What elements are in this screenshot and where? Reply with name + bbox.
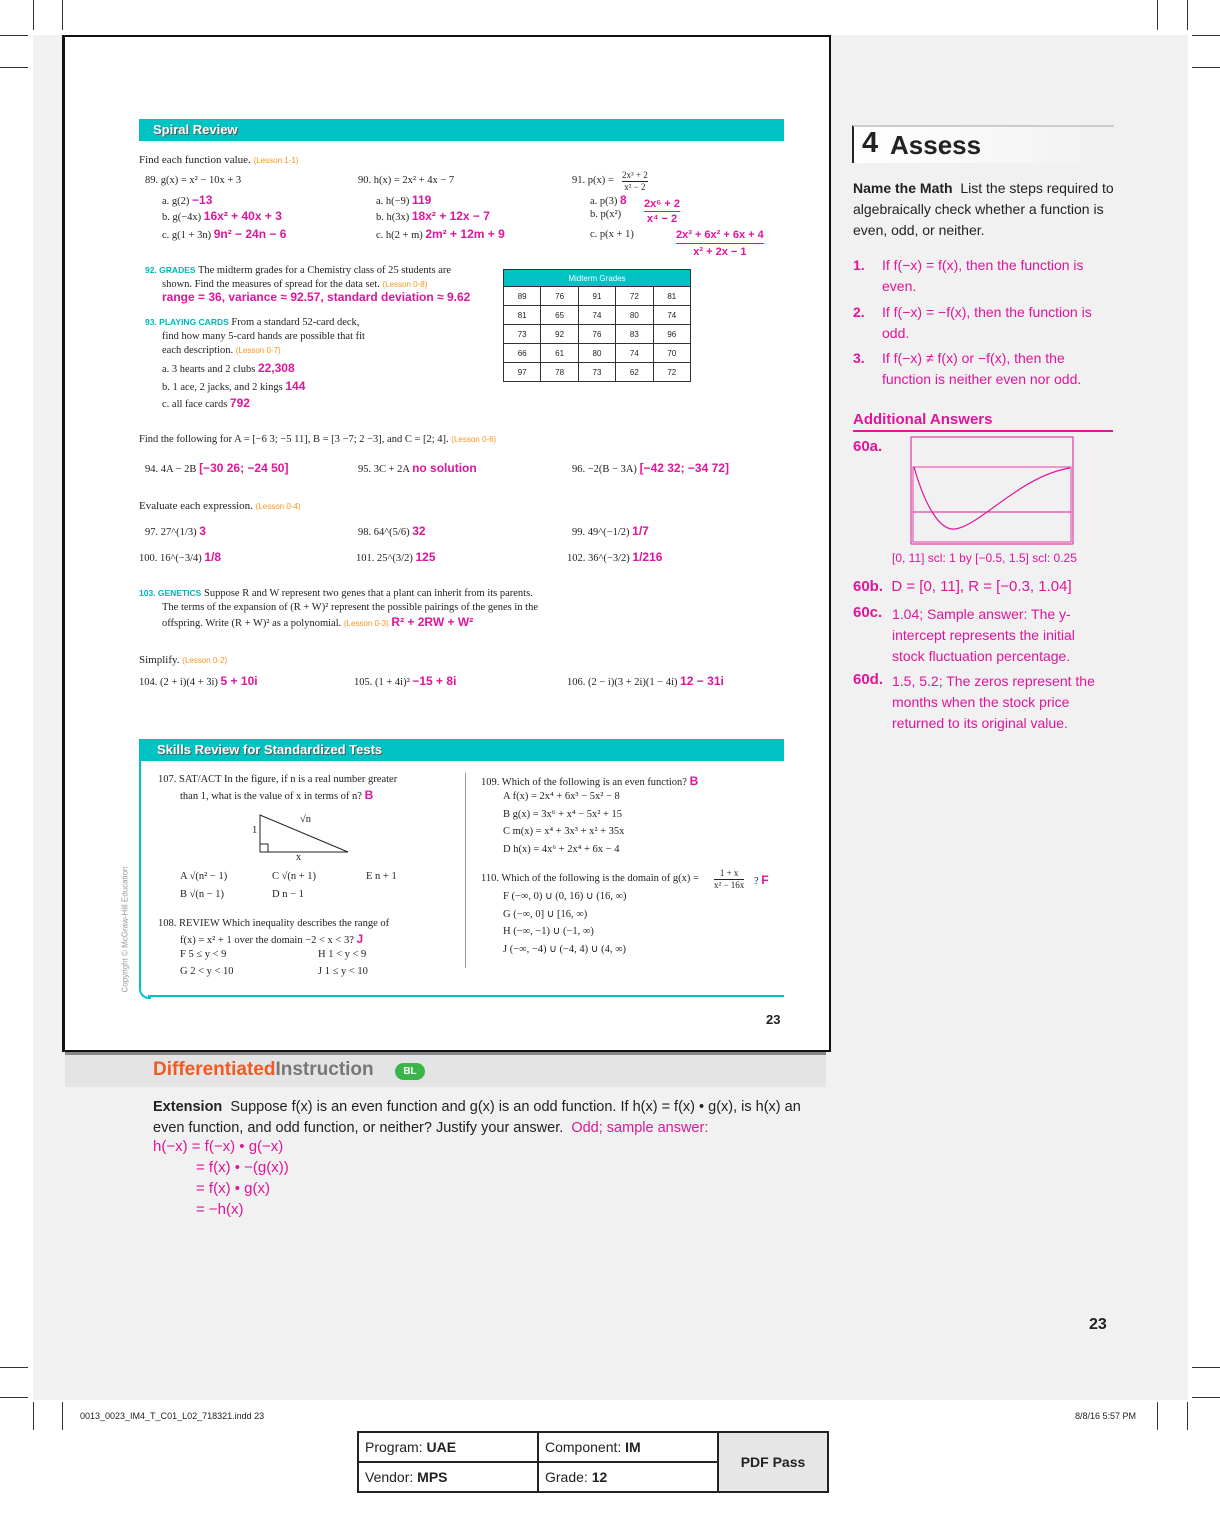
choice-109C: C m(x) = x⁴ + 3x³ + x² + 35x	[503, 826, 625, 837]
problem-89c: c. g(1 + 3n) 9n² − 24n − 6	[162, 227, 287, 241]
figure-hyp-label: √n	[300, 814, 312, 825]
problem-95: 95. 3C + 2A no solution	[358, 461, 477, 475]
choice-110G: G (−∞, 0] ∪ [16, ∞)	[503, 909, 588, 920]
problem-89a: a. g(2) −13	[162, 193, 213, 207]
midterm-title: Midterm Grades	[504, 270, 691, 287]
matrix-intro: Find the following for A = [−6 3; −5 11], B = [3 −7; 2 −3], and C = [2; 4]. (Lesson 0-6)	[139, 434, 497, 445]
answer-60a-label: 60a.	[853, 438, 883, 455]
choice-108G: G 2 < y < 10	[180, 966, 234, 977]
step-item: 2. If f(−x) = −f(x), then the function is odd.	[853, 304, 1092, 341]
additional-answers-rule	[853, 430, 1113, 432]
table-cell: 80	[578, 344, 615, 363]
table-cell: 97	[504, 363, 541, 382]
table-cell: 91	[578, 287, 615, 306]
table-row	[504, 287, 691, 306]
problem-109: 109. Which of the following is an even function? B	[481, 774, 699, 788]
answer-60d: 1.5, 5.2; The zeros represent the months when the stock price returned to its original value.	[892, 673, 1095, 731]
graph-window: [0, 11] scl: 1 by [−0.5, 1.5] scl: 0.25	[892, 551, 1077, 565]
problem-108: 108. REVIEW Which inequality describes the range of	[158, 918, 390, 929]
table-row	[504, 325, 691, 344]
proof-line: = f(x) • −(g(x))	[196, 1159, 289, 1176]
problem-93a: a. 3 hearts and 2 clubs 22,308	[162, 361, 295, 375]
problem-103: 103. GENETICS Suppose R and W represent two genes that a plant can inherit from its parents.	[139, 588, 533, 599]
di-title: DifferentiatedInstruction	[153, 1059, 374, 1080]
table-cell: 96	[653, 325, 690, 344]
problem-90a: a. h(−9) 119	[376, 193, 432, 207]
proof-line: = −h(x)	[196, 1201, 244, 1218]
problem-110-q: ? F	[754, 873, 769, 887]
table-cell: 89	[504, 287, 541, 306]
choice-107E: E n + 1	[366, 871, 397, 882]
problem-99: 99. 49^(−1/2) 1/7	[572, 524, 649, 538]
choice-107A: A √(n² − 1)	[180, 871, 228, 882]
table-cell: 81	[504, 306, 541, 325]
problem-91a: a. p(3) 8	[590, 193, 627, 207]
figure-side-label: 1	[252, 825, 258, 836]
footer-file: 0013_0023_IM4_T_C01_L02_718321.indd 23	[80, 1411, 265, 1421]
table-cell: 65	[541, 306, 578, 325]
answer-60b: 60b. D = [0, 11], R = [−0.3, 1.04]	[853, 578, 1072, 595]
table-cell: 81	[653, 287, 690, 306]
additional-answers-title: Additional Answers	[853, 411, 993, 428]
problem-90c: c. h(2 + m) 2m² + 12m + 9	[376, 227, 505, 241]
di-badge: BL	[395, 1063, 425, 1080]
extension: Extension Suppose f(x) is an even function and g(x) is an odd function. If h(x) = f(x) • g(x), is h(x) an even function, and odd function, or neither? Justify your answer. Odd; sample answer:	[153, 1099, 801, 1136]
table-row	[504, 363, 691, 382]
table-cell: 78	[541, 363, 578, 382]
proof-line: = f(x) • g(x)	[196, 1180, 271, 1197]
table-cell: 76	[578, 325, 615, 344]
problem-91b-ans: 2x⁶ + 2 x⁴ − 2	[644, 198, 680, 225]
problem-104: 104. (2 + i)(4 + 3i) 5 + 10i	[139, 674, 258, 688]
skills-review-frame	[139, 761, 151, 999]
step-item: 3. If f(−x) ≠ f(x) or −f(x), then the function is neither even nor odd.	[853, 350, 1082, 387]
skills-review-bottom	[148, 995, 784, 997]
choice-107C: C √(n + 1)	[272, 871, 317, 882]
assess-number: 4	[862, 127, 879, 159]
problem-94: 94. 4A − 2B [−30 26; −24 50]	[145, 461, 289, 475]
table-cell: 92	[541, 325, 578, 344]
problem-92-ans: range = 36, variance ≈ 92.57, standard deviation ≈ 9.62	[162, 290, 471, 304]
problem-93-line3: each description. (Lesson 0-7)	[162, 345, 281, 356]
table-cell: 74	[653, 306, 690, 325]
problem-103-line2: The terms of the expansion of (R + W)² represent the possible pairings of the genes in the	[162, 602, 538, 613]
problem-91: 91. p(x) =	[572, 175, 614, 186]
choice-110F: F (−∞, 0) ∪ (0, 16) ∪ (16, ∞)	[503, 891, 627, 902]
table-cell: 66	[504, 344, 541, 363]
page-number-outer: 23	[1089, 1316, 1107, 1333]
eval-intro: Evaluate each expression. (Lesson 0-4)	[139, 500, 301, 512]
choice-107D: D n − 1	[272, 889, 304, 900]
choice-108F: F 5 ≤ y < 9	[180, 949, 227, 960]
footer-date: 8/8/16 5:57 PM	[1075, 1411, 1137, 1421]
problem-103-line3: offspring. Write (R + W)² as a polynomial. (Lesson 0-3) R² + 2RW + W²	[162, 615, 474, 629]
problem-92-line2: shown. Find the measures of spread for the data set. (Lesson 0-8)	[162, 279, 428, 290]
answer-60c-label: 60c.	[853, 604, 883, 621]
problem-93: 93. PLAYING CARDS From a standard 52-card deck,	[145, 317, 360, 328]
page-number-inner: 23	[766, 1012, 781, 1027]
table-cell: 72	[616, 287, 653, 306]
problem-90: 90. h(x) = 2x² + 4x − 7	[358, 175, 455, 186]
choice-109B: B g(x) = 3x⁶ + x⁴ − 5x² + 15	[503, 809, 623, 820]
choice-109A: A f(x) = 2x⁴ + 6x³ − 5x² − 8	[503, 791, 620, 802]
problem-93-line2: find how many 5-card hands are possible that fit	[162, 331, 365, 342]
proof-line: h(−x) = f(−x) • g(−x)	[153, 1138, 284, 1155]
problem-98: 98. 64^(5/6) 32	[358, 524, 426, 538]
problem-91b: b. p(x²)	[590, 209, 622, 220]
choice-109D: D h(x) = 4x⁶ + 2x⁴ + 6x − 4	[503, 844, 620, 855]
simplify-intro: Simplify. (Lesson 0-2)	[139, 654, 228, 666]
intro: Find each function value. (Lesson 1-1)	[139, 154, 299, 166]
problem-108-line2: f(x) = x² + 1 over the domain −2 < x < 3? J	[180, 932, 364, 946]
problem-106: 106. (2 − i)(3 + 2i)(1 − 4i) 12 − 31i	[567, 674, 724, 688]
table-cell: 73	[578, 363, 615, 382]
problem-91-frac: 2x³ + 2 x² − 2	[622, 170, 648, 192]
problem-92: 92. GRADES The midterm grades for a Chemistry class of 25 students are	[145, 265, 452, 276]
problem-93c: c. all face cards 792	[162, 396, 250, 410]
choice-110J: J (−∞, −4) ∪ (−4, 4) ∪ (4, ∞)	[503, 944, 627, 955]
problem-110-frac: 1 + x x² − 16x	[714, 868, 745, 890]
table-cell: 61	[541, 344, 578, 363]
table-cell: 73	[504, 325, 541, 344]
graph-60a	[910, 436, 1074, 546]
skills-review-title: Skills Review for Standardized Tests	[157, 742, 383, 757]
problem-91c-ans: 2x³ + 6x² + 6x + 4 x² + 2x − 1	[676, 229, 764, 258]
choice-108J: J 1 ≤ y < 10	[318, 966, 368, 977]
problem-107: 107. SAT/ACT In the figure, if n is a real number greater	[158, 774, 398, 785]
skills-divider	[465, 773, 466, 968]
table-cell: 62	[616, 363, 653, 382]
problem-97: 97. 27^(1/3) 3	[145, 524, 206, 538]
problem-91c: c. p(x + 1)	[590, 229, 634, 240]
answer-60d-label: 60d.	[853, 671, 884, 688]
copyright: Copyright © McGraw-Hill Education	[120, 866, 130, 993]
assess-title: Assess	[890, 130, 982, 160]
table-row	[504, 344, 691, 363]
problem-105: 105. (1 + 4i)² −15 + 8i	[354, 674, 457, 688]
table-cell: 70	[653, 344, 690, 363]
figure-base-label: x	[296, 852, 302, 863]
table-row	[504, 306, 691, 325]
table-cell: 83	[616, 325, 653, 344]
problem-100: 100. 16^(−3/4) 1/8	[139, 550, 222, 564]
choice-110H: H (−∞, −1) ∪ (−1, ∞)	[503, 926, 594, 937]
problem-110: 110. Which of the following is the domain of g(x) =	[481, 873, 699, 884]
answer-60c: 1.04; Sample answer: The y-intercept represents the initial stock fluctuation percentage.	[892, 606, 1075, 664]
table-cell: 74	[578, 306, 615, 325]
spiral-review-header	[139, 119, 784, 141]
skills-review-header	[139, 739, 784, 761]
table-cell: 76	[541, 287, 578, 306]
step-item: 1. If f(−x) = f(x), then the function is even.	[853, 257, 1084, 294]
name-the-math: Name the Math List the steps required to algebraically check whether a function is even, odd, or neither.	[853, 180, 1114, 238]
student-page	[62, 35, 831, 1052]
problem-96: 96. −2(B − 3A) [−42 32; −34 72]	[572, 461, 729, 475]
choice-107B: B √(n − 1)	[180, 889, 225, 900]
problem-101: 101. 25^(3/2) 125	[356, 550, 436, 564]
table-cell: 74	[616, 344, 653, 363]
problem-90b: b. h(3x) 18x² + 12x − 7	[376, 209, 490, 223]
midterm-table	[503, 269, 691, 382]
table-cell: 80	[616, 306, 653, 325]
problem-107-line2: than 1, what is the value of x in terms of n? B	[180, 788, 374, 802]
problem-102: 102. 36^(−3/2) 1/216	[567, 550, 663, 564]
problem-89b: b. g(−4x) 16x² + 40x + 3	[162, 209, 282, 223]
problem-89: 89. g(x) = x² − 10x + 3	[145, 175, 242, 186]
spiral-review-title: Spiral Review	[153, 122, 238, 137]
table-cell: 72	[653, 363, 690, 382]
choice-108H: H 1 < y < 9	[318, 949, 367, 960]
footer-box: Program: UAE Component: IM PDF Pass Vendor: MPS Grade: 12	[357, 1431, 829, 1493]
problem-93b: b. 1 ace, 2 jacks, and 2 kings 144	[162, 379, 306, 393]
